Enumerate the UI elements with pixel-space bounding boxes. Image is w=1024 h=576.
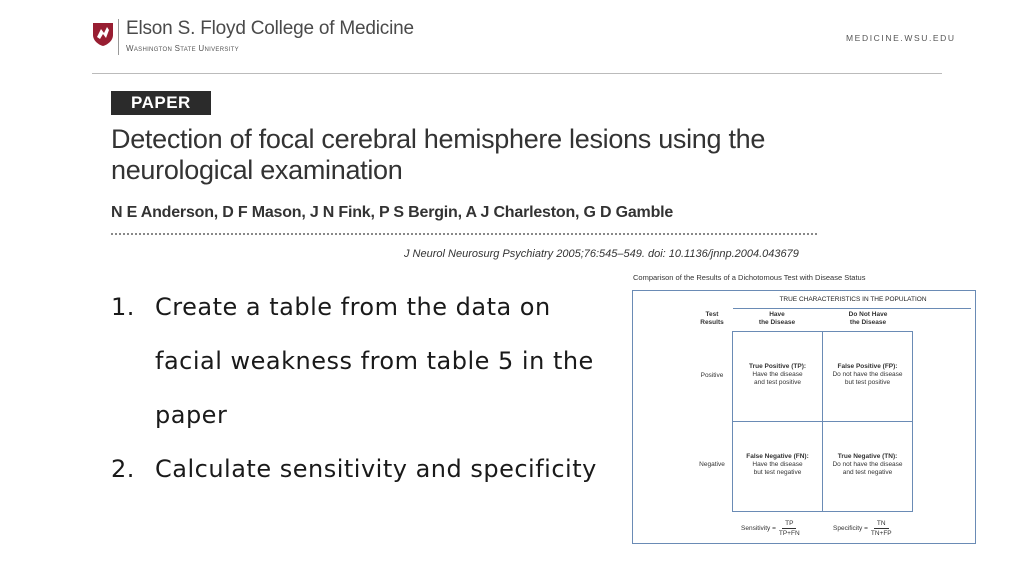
wsu-cougar-shield-icon <box>92 21 114 47</box>
sensitivity-label: Sensitivity = <box>741 525 776 532</box>
sensitivity-numerator: TP <box>782 519 796 529</box>
fp-title: False Positive (FP): <box>837 363 898 370</box>
task-number: 1. <box>111 293 135 321</box>
population-underline <box>733 308 971 309</box>
tn-title: True Negative (TN): <box>837 453 898 460</box>
contingency-table-figure <box>632 290 976 544</box>
row-label-negative: Negative <box>699 461 725 468</box>
row-label-positive: Positive <box>700 372 724 379</box>
grid-line <box>822 331 823 511</box>
university-name: Washington State University <box>126 44 239 53</box>
task-text: Create a table from the data on facial weakness from table 5 in the paper <box>155 293 594 429</box>
fn-cell <box>733 453 822 477</box>
logo-divider <box>118 19 119 55</box>
task-text: Calculate sensitivity and specificity <box>155 455 597 483</box>
site-url[interactable]: MEDICINE.WSU.EDU <box>846 33 956 43</box>
paper-authors: N E Anderson, D F Mason, J N Fink, P S Bergin, A J Charleston, G D Gamble <box>111 204 674 221</box>
specificity-numerator: TN <box>874 519 889 529</box>
population-header: TRUE CHARACTERISTICS IN THE POPULATION <box>779 296 927 303</box>
task-number: 2. <box>111 455 135 483</box>
sensitivity-formula <box>741 519 800 538</box>
fn-description: Have the disease but test negative <box>752 461 803 476</box>
fp-description: Do not have the disease but test positive <box>832 371 903 386</box>
specificity-label: Specificity = <box>833 525 868 532</box>
grid-line <box>912 331 913 511</box>
specificity-formula <box>833 519 892 538</box>
dotted-divider <box>111 233 817 235</box>
college-name[interactable]: Elson S. Floyd College of Medicine <box>126 18 414 39</box>
specificity-denominator: TN+FP <box>870 530 892 537</box>
col-header-not-have-disease: Do Not Have the Disease <box>848 311 888 326</box>
tn-description: Do not have the disease and test negative <box>832 461 903 476</box>
fn-title: False Negative (FN): <box>746 453 809 460</box>
tp-description: Have the disease and test positive <box>752 371 803 386</box>
sensitivity-denominator: TP+FN <box>778 530 800 537</box>
header-divider <box>92 73 942 74</box>
tp-title: True Positive (TP): <box>748 363 807 370</box>
fp-cell <box>823 363 912 387</box>
figure-caption: Comparison of the Results of a Dichotomous Test with Disease Status <box>633 273 866 282</box>
paper-title: Detection of focal cerebral hemisphere lesions using the neurological examination <box>111 124 766 185</box>
col-header-have-disease: Have the Disease <box>758 311 796 326</box>
tn-cell <box>823 453 912 477</box>
paper-badge: PAPER <box>111 91 211 115</box>
grid-line <box>732 511 913 512</box>
paper-citation: J Neurol Neurosurg Psychiatry 2005;76:545–549. doi: 10.1136/jnnp.2004.043679 <box>404 248 799 260</box>
list-item <box>111 442 621 496</box>
task-list <box>111 280 621 496</box>
grid-line <box>732 331 733 511</box>
list-item <box>111 280 621 442</box>
col-header-test-results: Test Results <box>700 311 724 326</box>
tp-cell <box>733 363 822 387</box>
